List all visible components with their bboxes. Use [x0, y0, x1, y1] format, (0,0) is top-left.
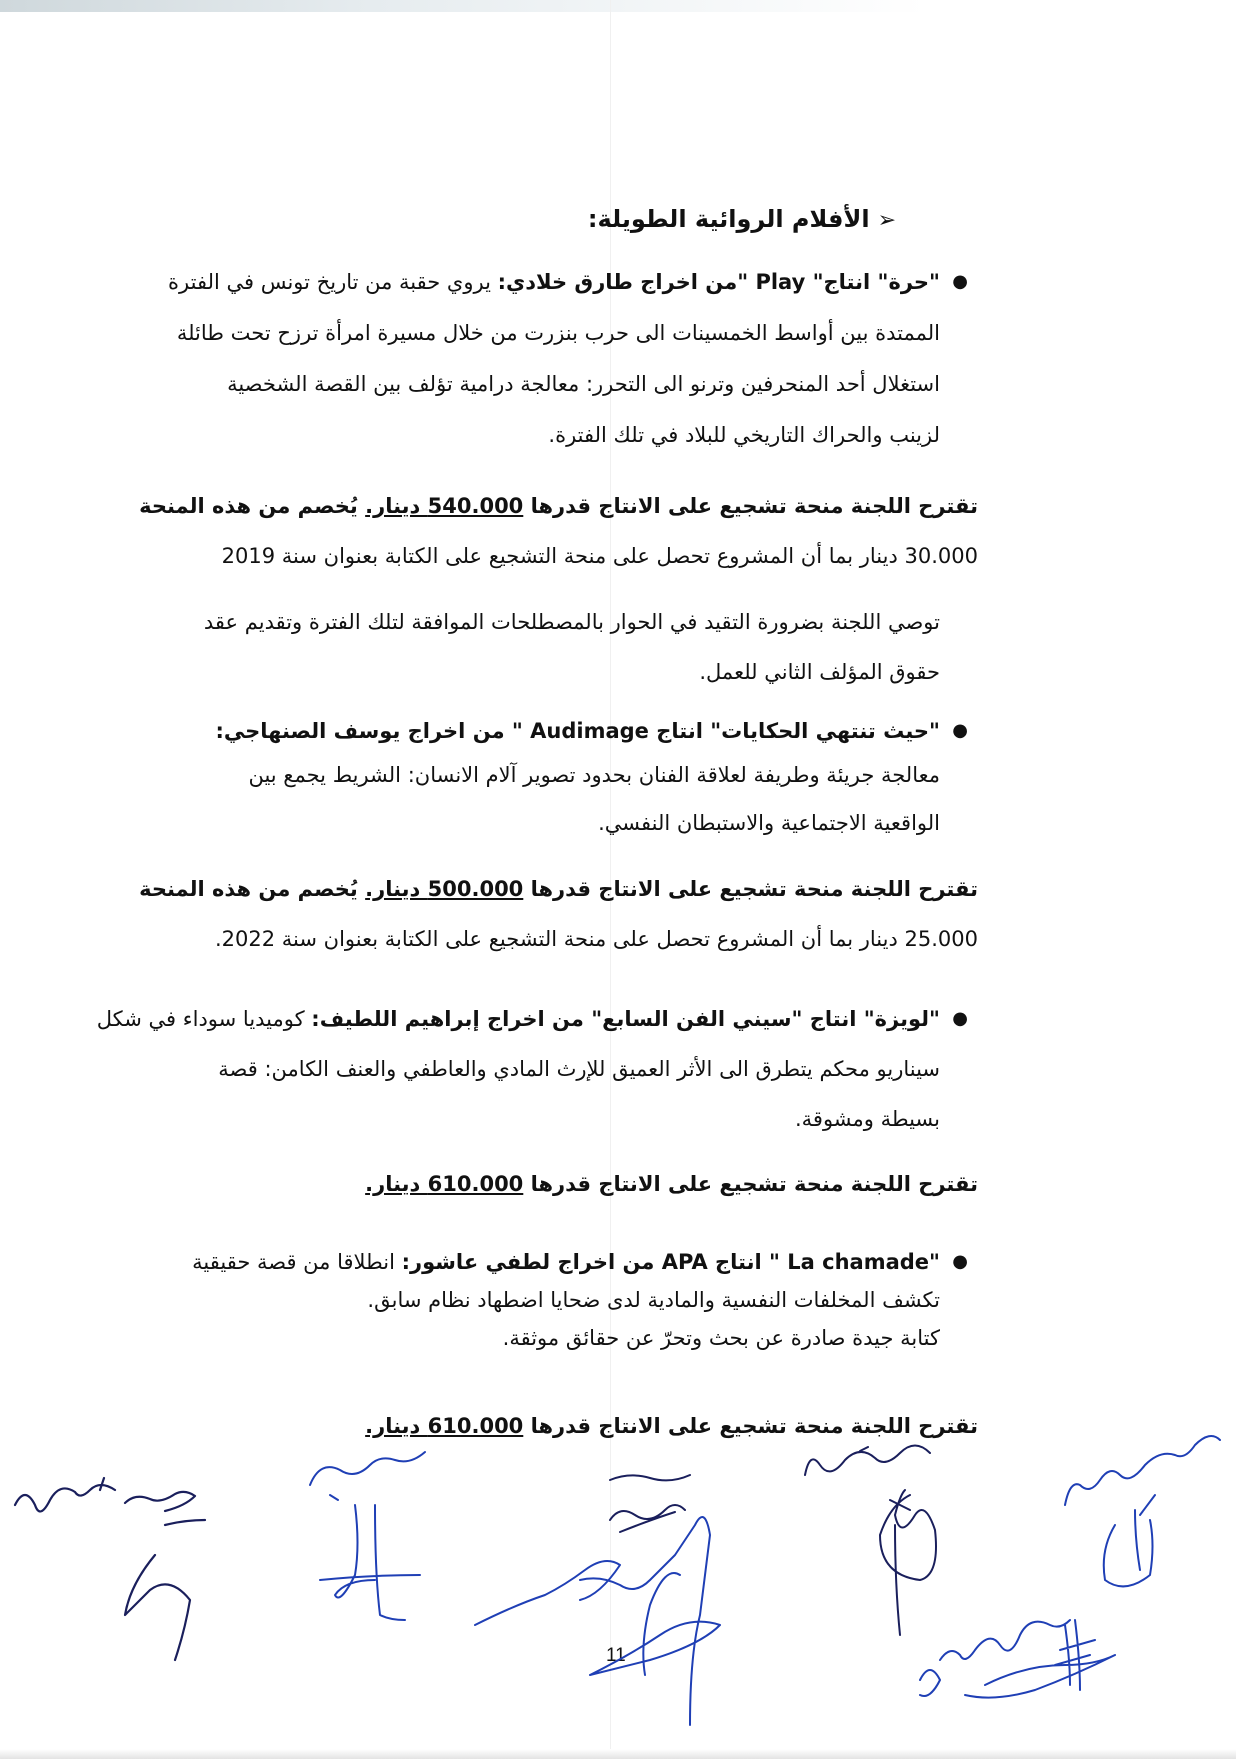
film-2-grant	[138, 870, 978, 958]
grant-text: يُخصم من هذه المنحة	[139, 494, 366, 518]
bullet-icon: ●	[952, 1251, 968, 1272]
film-2-desc-line: الواقعية الاجتماعية والاستبطان النفسي.	[598, 811, 940, 835]
grant-amount: 610.000 دينار.	[365, 1414, 524, 1438]
signature-4	[800, 1445, 1000, 1629]
signature-6-drawing	[910, 1610, 1140, 1720]
signature-4-drawing	[800, 1445, 1000, 1625]
scan-edge-bottom	[0, 1749, 1236, 1759]
grant-text: تقترح اللجنة منحة تشجيع على الانتاج قدرها	[523, 1172, 978, 1196]
film-4-desc-line: كتابة جيدة صادرة عن بحث وتحرّ عن حقائق موثقة.	[502, 1326, 940, 1350]
film-3-grant	[138, 1165, 978, 1203]
grant-amount: 500.000 دينار.	[365, 877, 524, 901]
recommendation-line: حقوق المؤلف الثاني للعمل.	[699, 660, 940, 684]
film-3	[96, 1000, 968, 1138]
film-1	[100, 263, 968, 454]
film-2	[100, 712, 968, 842]
grant-deduction: 30.000 دينار بما أن المشروع تحصل على منحة التشجيع على الكتابة بعنوان سنة 2019	[221, 544, 978, 568]
page-number: 11	[606, 1645, 626, 1666]
grant-text: تقترح اللجنة منحة تشجيع على الانتاج قدرها	[523, 1414, 978, 1438]
bullet-icon: ●	[952, 271, 968, 292]
film-1-desc-start: يروي حقبة من تاريخ تونس في الفترة	[168, 270, 498, 294]
signature-1	[5, 1465, 245, 1669]
signature-2	[300, 1445, 450, 1649]
bullet-icon: ●	[952, 720, 968, 741]
film-2-desc-line: معالجة جريئة وطريفة لعلاقة الفنان بحدود تصوير آلام الانسان: الشريط يجمع بين	[248, 763, 940, 787]
film-1-grant	[138, 487, 978, 575]
scan-edge-top	[0, 0, 1236, 12]
signature-2-drawing	[300, 1445, 450, 1645]
heading-text: الأفلام الروائية الطويلة:	[587, 205, 870, 233]
section-heading	[396, 205, 896, 233]
grant-amount: 610.000 دينار.	[365, 1172, 524, 1196]
grant-text: تقترح اللجنة منحة تشجيع على الانتاج قدرها	[523, 494, 978, 518]
grant-amount: 540.000 دينار.	[365, 494, 524, 518]
film-3-desc-start: كوميديا سوداء في شكل	[96, 1007, 312, 1031]
bullet-icon: ●	[952, 1008, 968, 1029]
film-4	[100, 1243, 968, 1357]
film-1-desc-line: الممتدة بين أواسط الخمسينات الى حرب بنزرت من خلال مسيرة امرأة ترزح تحت طائلة	[176, 321, 940, 345]
signature-5-drawing	[1060, 1455, 1235, 1595]
film-1-recommendation	[100, 603, 940, 691]
film-3-title: "لويزة" انتاج "سيني الفن السابع" من اخراج إبراهيم اللطيف:	[311, 1007, 940, 1031]
film-3-desc-line: بسيطة ومشوقة.	[794, 1107, 940, 1131]
grant-text: يُخصم من هذه المنحة	[139, 877, 366, 901]
film-1-title: "حرة" انتاج" Play "من اخراج طارق خلادي:	[497, 270, 940, 294]
film-1-desc-line: لزينب والحراك التاريخي للبلاد في تلك الفترة.	[548, 423, 940, 447]
film-3-desc-line: سيناريو محكم يتطرق الى الأثر العميق للإرث المادي والعاطفي والعنف الكامن: قصة	[218, 1057, 940, 1081]
signature-5	[1060, 1455, 1235, 1599]
signature-1-drawing	[5, 1465, 245, 1665]
film-4-desc-line: تكشف المخلفات النفسية والمادية لدى ضحايا اضطهاد نظام سابق.	[367, 1288, 940, 1312]
arrow-bullet-icon: ➢	[877, 208, 896, 233]
signature-3-drawing	[470, 1460, 770, 1740]
film-4-desc-start: انطلاقا من قصة حقيقية	[192, 1250, 402, 1274]
film-2-title: "حيث تنتهي الحكايات" انتاج Audimage " من اخراج يوسف الصنهاجي:	[215, 719, 940, 743]
film-4-grant	[138, 1407, 978, 1445]
film-4-title: "La chamade " انتاج APA من اخراج لطفي عاشور:	[401, 1250, 940, 1274]
recommendation-line: توصي اللجنة بضرورة التقيد في الحوار بالمصطلحات الموافقة لتلك الفترة وتقديم عقد	[203, 610, 940, 634]
signature-3	[470, 1460, 770, 1744]
grant-text: تقترح اللجنة منحة تشجيع على الانتاج قدرها	[523, 877, 978, 901]
signature-6	[910, 1610, 1140, 1724]
grant-deduction: 25.000 دينار بما أن المشروع تحصل على منحة التشجيع على الكتابة بعنوان سنة 2022.	[214, 927, 978, 951]
film-1-desc-line: استغلال أحد المنحرفين وترنو الى التحرر: معالجة درامية تؤلف بين القصة الشخصية	[227, 372, 940, 396]
